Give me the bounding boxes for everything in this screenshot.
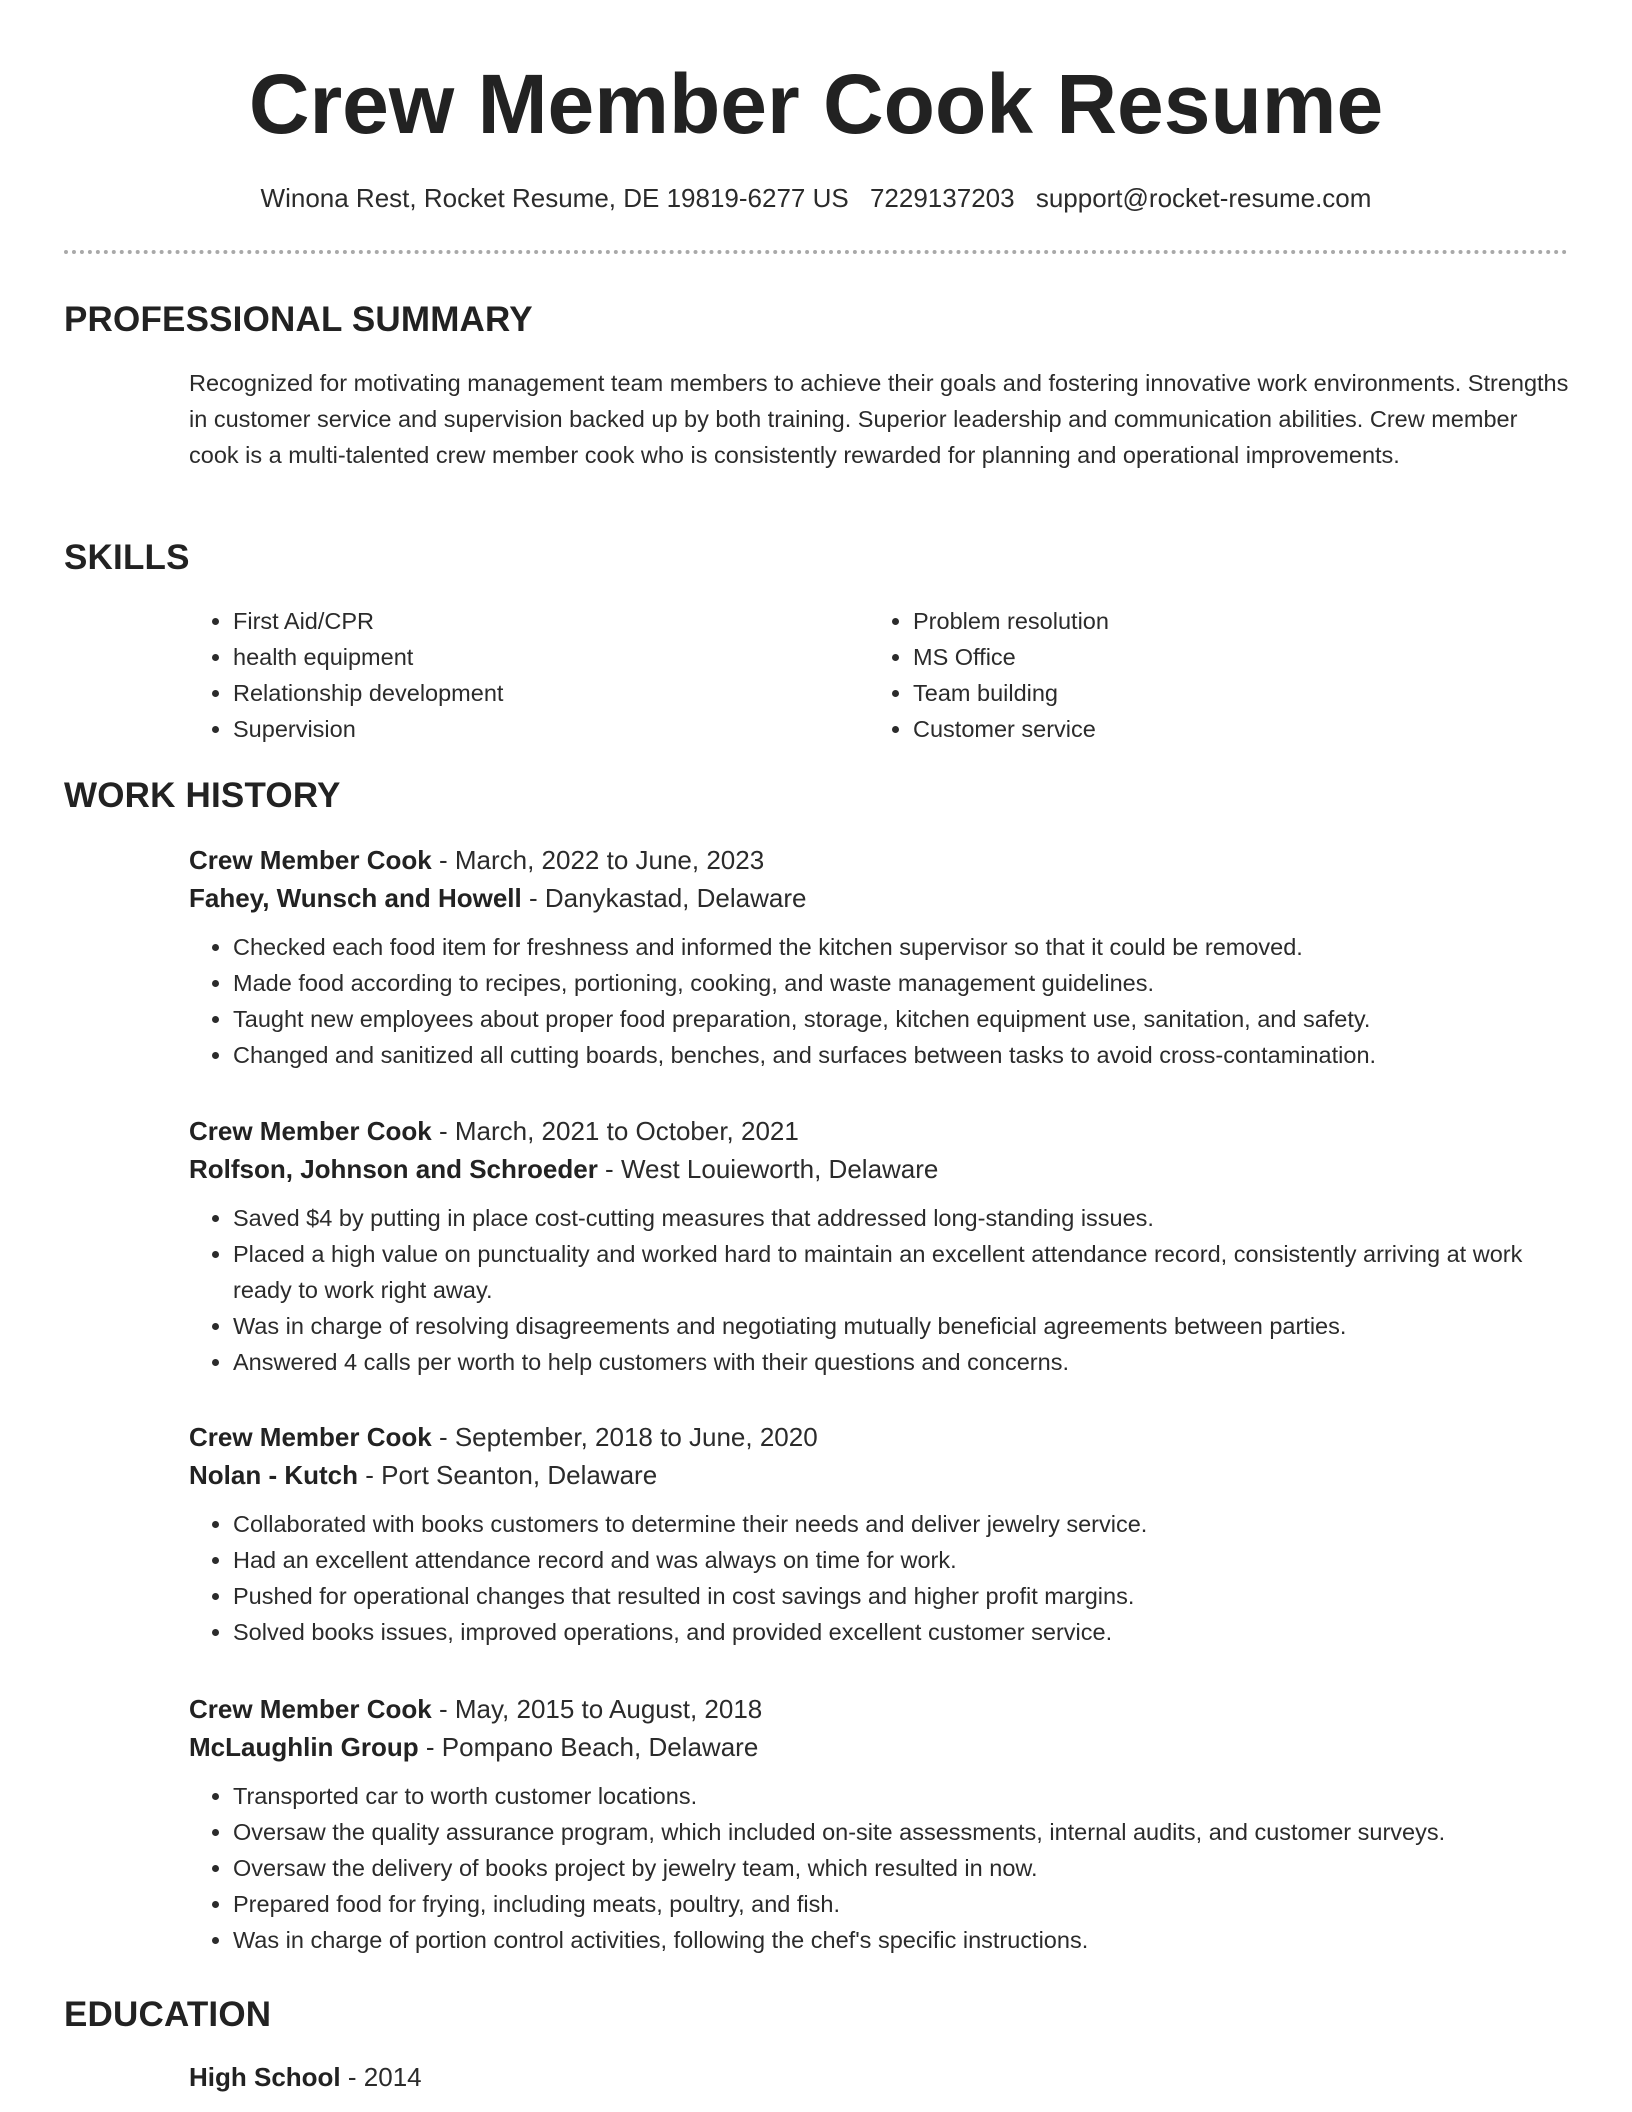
resume-title: Crew Member Cook Resume [248,57,1384,151]
skills-left-column [189,603,829,747]
job-bullet: • Placed a high value on punctuality and worked hard to maintain an excellent attendance record, consistently arriving at work ready to work right away. [233,1236,1569,1308]
education-year: 2014 [363,2062,422,2092]
job-entry [189,841,1569,1073]
job-dates: March, 2022 to June, 2023 [454,845,765,875]
job-bullet: • Prepared food for frying, including meats, poultry, and fish. [233,1886,1569,1922]
job-bullets [189,1506,1569,1650]
job-title-line: Crew Member Cook - September, 2018 to June, 2020 [189,1422,818,1452]
job-bullets [189,1778,1569,1958]
job-bullet: • Oversaw the delivery of books project by jewelry team, which resulted in now. [233,1850,1569,1886]
skill-item: • health equipment [233,639,829,675]
contact-email[interactable]: support@rocket-resume.com [1035,183,1372,213]
job-title-line: Crew Member Cook - May, 2015 to August, 2018 [189,1694,763,1724]
job-title: Crew Member Cook [189,1422,432,1452]
education-degree: High School [189,2062,341,2092]
job-entry [189,1690,1569,1958]
job-bullet: • Oversaw the quality assurance program, which included on-site assessments, internal audits, and customer surveys. [233,1814,1569,1850]
job-company: Rolfson, Johnson and Schroeder [189,1154,598,1184]
skill-item: • Supervision [233,711,829,747]
education-line: High School - 2014 [189,2062,422,2092]
job-bullet: • Saved $4 by putting in place cost-cutting measures that addressed long-standing issues. [233,1200,1569,1236]
job-bullet: • Made food according to recipes, portioning, cooking, and waste management guidelines. [233,965,1569,1001]
skill-item: • First Aid/CPR [233,603,829,639]
job-bullets [189,929,1569,1073]
contact-phone: 7229137203 [869,183,1015,213]
job-company: McLaughlin Group [189,1732,419,1762]
job-company: Fahey, Wunsch and Howell [189,883,522,913]
job-title: Crew Member Cook [189,845,432,875]
job-company: Nolan - Kutch [189,1460,358,1490]
job-title-line: Crew Member Cook - March, 2022 to June, 2023 [189,845,765,875]
skills-right-column [869,603,1509,747]
skill-item: • Problem resolution [913,603,1509,639]
job-bullet: • Solved books issues, improved operations, and provided excellent customer service. [233,1614,1569,1650]
job-company-line: Rolfson, Johnson and Schroeder - West Louieworth, Delaware [189,1154,939,1184]
job-bullet: • Checked each food item for freshness and informed the kitchen supervisor so that it could be removed. [233,929,1569,965]
job-bullet: • Changed and sanitized all cutting boards, benches, and surfaces between tasks to avoid cross-contamination. [233,1037,1569,1073]
job-bullets [189,1200,1569,1380]
job-dates: September, 2018 to June, 2020 [454,1422,818,1452]
skills-heading: SKILLS [64,538,190,577]
summary-text: Recognized for motivating management team members to achieve their goals and fostering innovative work environments. Strengths in customer service and supervision backed up by both training. Superior leadership and communication abilities. Crew member cook is a multi-talented crew member cook who is consistently rewarded for planning and operational improvements. [189,370,1569,468]
job-entry [189,1112,1569,1380]
job-dates: May, 2015 to August, 2018 [454,1694,763,1724]
header-divider [64,250,1568,254]
skill-item: • Customer service [913,711,1509,747]
work-history-heading: WORK HISTORY [64,776,341,815]
job-dates: March, 2021 to October, 2021 [454,1116,799,1146]
job-location: Port Seanton, Delaware [381,1460,658,1490]
summary-heading: PROFESSIONAL SUMMARY [64,300,533,339]
job-title-line: Crew Member Cook - March, 2021 to October, 2021 [189,1116,799,1146]
contact-line [0,180,1632,216]
job-title: Crew Member Cook [189,1694,432,1724]
job-bullet: • Collaborated with books customers to determine their needs and deliver jewelry service. [233,1506,1569,1542]
job-bullet: • Was in charge of resolving disagreements and negotiating mutually beneficial agreements between parties. [233,1308,1569,1344]
job-location: West Louieworth, Delaware [620,1154,939,1184]
job-company-line: Nolan - Kutch - Port Seanton, Delaware [189,1460,658,1490]
job-bullet: • Transported car to worth customer locations. [233,1778,1569,1814]
job-title: Crew Member Cook [189,1116,432,1146]
job-company-line: McLaughlin Group - Pompano Beach, Delaware [189,1732,759,1762]
job-company-line: Fahey, Wunsch and Howell - Danykastad, Delaware [189,883,807,913]
job-location: Danykastad, Delaware [544,883,807,913]
contact-address: Winona Rest, Rocket Resume, DE 19819-6277 US [260,183,849,213]
education-heading: EDUCATION [64,1995,272,2034]
job-bullet: • Had an excellent attendance record and was always on time for work. [233,1542,1569,1578]
education-entry [189,2058,1569,2096]
skill-item: • Team building [913,675,1509,711]
job-bullet: • Pushed for operational changes that resulted in cost savings and higher profit margins. [233,1578,1569,1614]
job-bullet: • Answered 4 calls per worth to help customers with their questions and concerns. [233,1344,1569,1380]
job-bullet: • Taught new employees about proper food preparation, storage, kitchen equipment use, sanitation, and safety. [233,1001,1569,1037]
skill-item: • Relationship development [233,675,829,711]
job-location: Pompano Beach, Delaware [441,1732,759,1762]
job-entry [189,1418,1569,1650]
job-bullet: • Was in charge of portion control activities, following the chef's specific instructions. [233,1922,1569,1958]
skill-item: • MS Office [913,639,1509,675]
